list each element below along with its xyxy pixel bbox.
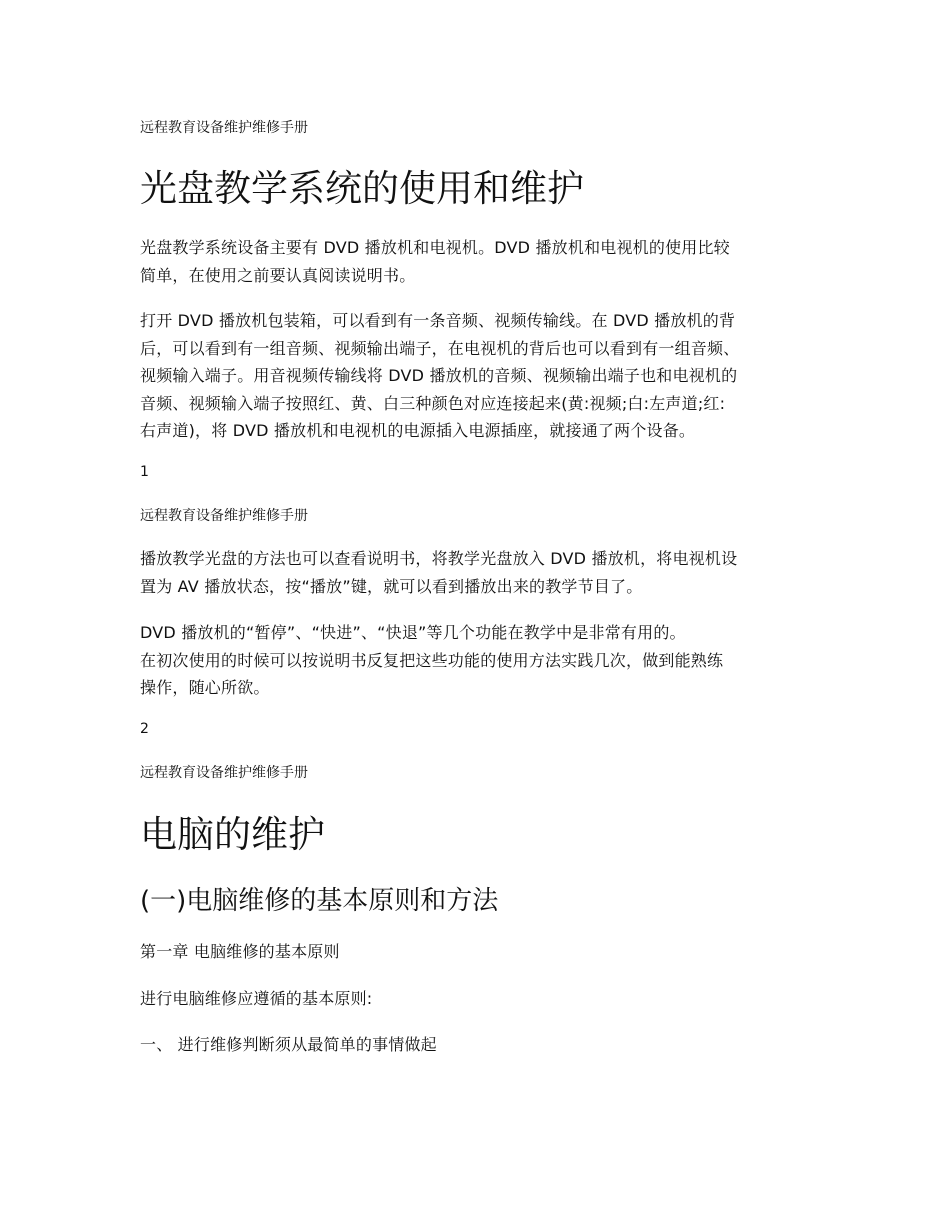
running-header: 远程教育设备维护维修手册 [140,508,308,524]
section-subtitle: (一)电脑维修的基本原则和方法 [140,886,499,916]
paragraph-line: 置为 AV 播放状态，按“播放”键，就可以看到播放出来的教学节目了。 [140,576,643,596]
paragraph [140,619,820,702]
paragraph-line: 在初次使用的时候可以按说明书反复把这些功能的使用方法实践几次，做到能熟练 [140,650,724,670]
paragraph [140,1031,820,1059]
running-header: 远程教育设备维护维修手册 [140,120,308,136]
paragraph-line: DVD 播放机的“暂停”、“快进”、“快退”等几个功能在教学中是非常有用的。 [140,623,686,642]
paragraph-line: 打开 DVD 播放机包装箱，可以看到有一条音频、视频传输线。在 DVD 播放机的背 [140,311,736,330]
paragraph [140,234,820,289]
section-title: 光盘教学系统的使用和维护 [140,167,584,210]
paragraph-line: 视频输入端子。用音视频传输线将 DVD 播放机的音频、视频输出端子也和电视机的 [140,366,738,385]
paragraph-line: 右声道)，将 DVD 播放机和电视机的电源插入电源插座，就接通了两个设备。 [140,421,696,440]
paragraph-line: 一、 进行维修判断须从最简单的事情做起 [140,1035,437,1054]
paragraph [140,545,820,600]
running-header: 远程教育设备维护维修手册 [140,765,308,781]
paragraph-line: 光盘教学系统设备主要有 DVD 播放机和电视机。DVD 播放机和电视机的使用比较 [140,238,730,257]
paragraph-line: 进行电脑维修应遵循的基本原则: [140,989,373,1008]
page-number: 2 [140,721,149,737]
paragraph [140,938,820,966]
paragraph-line: 简单，在使用之前要认真阅读说明书。 [140,265,416,285]
paragraph-line: 操作，随心所欲。 [140,678,270,697]
paragraph-line: 第一章 电脑维修的基本原则 [140,942,340,961]
section-title: 电脑的维护 [140,813,325,856]
paragraph-line: 播放教学光盘的方法也可以查看说明书，将教学光盘放入 DVD 播放机，将电视机设 [140,549,738,568]
paragraph [140,985,820,1013]
paragraph [140,307,820,445]
page-number: 1 [140,464,149,480]
paragraph-line: 后，可以看到有一组音频、视频输出端子，在电视机的背后也可以看到有一组音频、 [140,338,740,358]
paragraph-line: 音频、视频输入端子按照红、黄、白三种颜色对应连接起来(黄:视频;白:左声道;红: [140,393,726,413]
